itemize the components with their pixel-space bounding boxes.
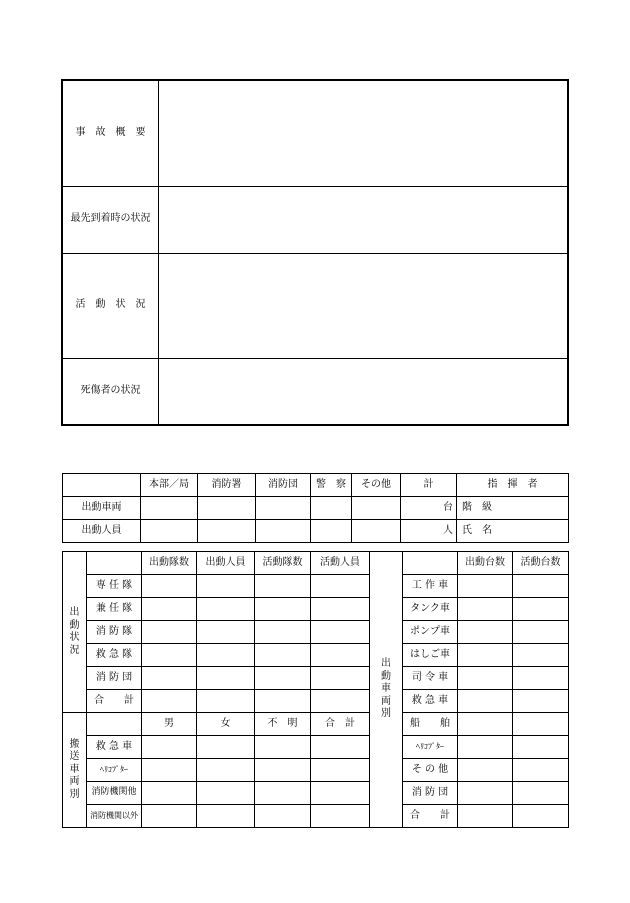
row-label: ﾍﾘｺﾌﾟﾀｰ — [403, 736, 458, 759]
row-label: ﾍﾘｺﾌﾟﾀｰ — [87, 759, 142, 782]
group-label-dispatch-status: 出 動 状 況 — [63, 552, 87, 713]
row-label: 合 計 — [403, 805, 458, 828]
counts-header: 消防署 — [198, 474, 256, 497]
cell[interactable] — [197, 575, 255, 598]
row-label: 消 防 隊 — [87, 621, 142, 644]
cell[interactable] — [197, 667, 255, 690]
cell[interactable] — [458, 713, 513, 736]
cell[interactable] — [458, 621, 513, 644]
cell[interactable] — [513, 644, 569, 667]
cell[interactable] — [458, 736, 513, 759]
summary-label-first-arrival: 最先到着時の状況 — [62, 186, 159, 253]
cell[interactable] — [458, 805, 513, 828]
cell[interactable] — [311, 621, 370, 644]
row-label: 消防機関以外 — [87, 805, 142, 828]
counts-cell[interactable] — [311, 520, 352, 543]
commander-rank-field[interactable] — [457, 497, 569, 520]
cell[interactable] — [142, 782, 197, 805]
cell[interactable] — [311, 575, 370, 598]
row-label: 救 急 車 — [87, 736, 142, 759]
counts-cell[interactable] — [256, 520, 311, 543]
cell[interactable] — [513, 598, 569, 621]
detail-header: 活動隊数 — [255, 552, 311, 575]
cell[interactable] — [255, 575, 311, 598]
summary-field-activity[interactable] — [159, 253, 569, 358]
incident-summary-table — [61, 79, 569, 426]
detail-header: 出動隊数 — [142, 552, 197, 575]
transport-header: 女 — [197, 713, 255, 736]
cell[interactable] — [255, 598, 311, 621]
cell[interactable] — [458, 575, 513, 598]
transport-header: 不 明 — [255, 713, 311, 736]
cell[interactable] — [458, 690, 513, 713]
counts-header: 本部／局 — [141, 474, 198, 497]
counts-cell[interactable] — [352, 520, 401, 543]
summary-field-first-arrival[interactable] — [159, 186, 569, 253]
counts-cell[interactable] — [352, 497, 401, 520]
cell[interactable] — [197, 598, 255, 621]
cell[interactable] — [197, 782, 255, 805]
counts-cell[interactable] — [256, 497, 311, 520]
cell[interactable] — [255, 782, 311, 805]
row-label: 合 計 — [87, 690, 142, 713]
cell[interactable] — [255, 759, 311, 782]
cell[interactable] — [197, 690, 255, 713]
cell[interactable] — [513, 690, 569, 713]
cell[interactable] — [142, 736, 197, 759]
detail-header-blank — [87, 713, 142, 736]
cell[interactable] — [197, 644, 255, 667]
cell[interactable] — [513, 621, 569, 644]
cell[interactable] — [311, 736, 370, 759]
row-label: 専 任 隊 — [87, 575, 142, 598]
row-label: 消防機関他 — [87, 782, 142, 805]
cell[interactable] — [513, 759, 569, 782]
group-label-transport-vehicle: 搬 送 車 両 別 — [63, 713, 87, 828]
cell[interactable] — [513, 713, 569, 736]
group-label-vehicle-type: 出 動 車 両 別 — [370, 552, 403, 828]
cell[interactable] — [142, 575, 197, 598]
row-label: 消 防 団 — [403, 782, 458, 805]
cell[interactable] — [311, 759, 370, 782]
counts-cell[interactable] — [141, 497, 198, 520]
summary-label-activity: 活 動 状 況 — [62, 253, 159, 358]
row-label: ポンプ車 — [403, 621, 458, 644]
detail-header: 活動人員 — [311, 552, 370, 575]
counts-header: 計 — [401, 474, 457, 497]
detail-header-blank — [403, 552, 458, 575]
cell[interactable] — [255, 644, 311, 667]
row-label: 司 令 車 — [403, 667, 458, 690]
cell[interactable] — [142, 644, 197, 667]
cell[interactable] — [142, 690, 197, 713]
row-label: はしご車 — [403, 644, 458, 667]
detail-header-blank — [87, 552, 142, 575]
unit-label: 台 — [443, 501, 453, 513]
summary-label-incident-overview: 事 故 概 要 — [62, 80, 159, 186]
row-label: 救 急 隊 — [87, 644, 142, 667]
summary-field-casualties[interactable] — [159, 358, 569, 425]
cell[interactable] — [255, 736, 311, 759]
cell[interactable] — [197, 621, 255, 644]
detail-header: 出動台数 — [458, 552, 513, 575]
summary-field-incident-overview[interactable] — [159, 80, 569, 186]
counts-cell[interactable] — [141, 520, 198, 543]
cell[interactable] — [513, 575, 569, 598]
dispatch-detail-table — [62, 551, 569, 828]
cell[interactable] — [311, 667, 370, 690]
cell[interactable] — [458, 782, 513, 805]
counts-header: 警 察 — [311, 474, 352, 497]
commander-rank-label: 階 級 — [462, 501, 492, 513]
cell[interactable] — [458, 667, 513, 690]
counts-cell[interactable] — [198, 520, 256, 543]
cell[interactable] — [142, 598, 197, 621]
detail-header: 出動人員 — [197, 552, 255, 575]
cell[interactable] — [197, 805, 255, 828]
cell[interactable] — [311, 782, 370, 805]
cell[interactable] — [311, 690, 370, 713]
cell[interactable] — [255, 667, 311, 690]
counts-row-label-personnel: 出動人員 — [63, 520, 141, 543]
counts-total-vehicles[interactable] — [401, 497, 457, 520]
cell[interactable] — [311, 644, 370, 667]
cell[interactable] — [255, 690, 311, 713]
commander-name-label: 氏 名 — [462, 524, 492, 536]
cell[interactable] — [458, 759, 513, 782]
transport-header: 男 — [142, 713, 197, 736]
transport-header: 合 計 — [311, 713, 370, 736]
cell[interactable] — [458, 644, 513, 667]
cell[interactable] — [142, 759, 197, 782]
cell[interactable] — [142, 805, 197, 828]
cell[interactable] — [311, 598, 370, 621]
cell[interactable] — [255, 621, 311, 644]
row-label: タンク車 — [403, 598, 458, 621]
cell[interactable] — [311, 805, 370, 828]
cell[interactable] — [142, 621, 197, 644]
dispatch-counts-table — [62, 473, 569, 543]
counts-row-label-vehicles: 出動車両 — [63, 497, 141, 520]
row-label: 工 作 車 — [403, 575, 458, 598]
cell[interactable] — [197, 736, 255, 759]
row-label: 船 舶 — [403, 713, 458, 736]
summary-label-casualties: 死傷者の状況 — [62, 358, 159, 425]
unit-label: 人 — [443, 524, 453, 536]
counts-header-blank — [63, 474, 141, 497]
counts-header: 消防団 — [256, 474, 311, 497]
cell[interactable] — [458, 598, 513, 621]
detail-header: 活動台数 — [513, 552, 569, 575]
row-label: そ の 他 — [403, 759, 458, 782]
counts-header: その他 — [352, 474, 401, 497]
counts-header: 指 揮 者 — [457, 474, 569, 497]
counts-cell[interactable] — [198, 497, 256, 520]
counts-total-personnel[interactable] — [401, 520, 457, 543]
cell[interactable] — [513, 667, 569, 690]
cell[interactable] — [513, 782, 569, 805]
commander-name-field[interactable] — [457, 520, 569, 543]
counts-cell[interactable] — [311, 497, 352, 520]
row-label: 兼 任 隊 — [87, 598, 142, 621]
cell[interactable] — [513, 736, 569, 759]
row-label: 救 急 車 — [403, 690, 458, 713]
cell[interactable] — [197, 759, 255, 782]
cell[interactable] — [513, 805, 569, 828]
cell[interactable] — [255, 805, 311, 828]
row-label: 消 防 団 — [87, 667, 142, 690]
cell[interactable] — [142, 667, 197, 690]
